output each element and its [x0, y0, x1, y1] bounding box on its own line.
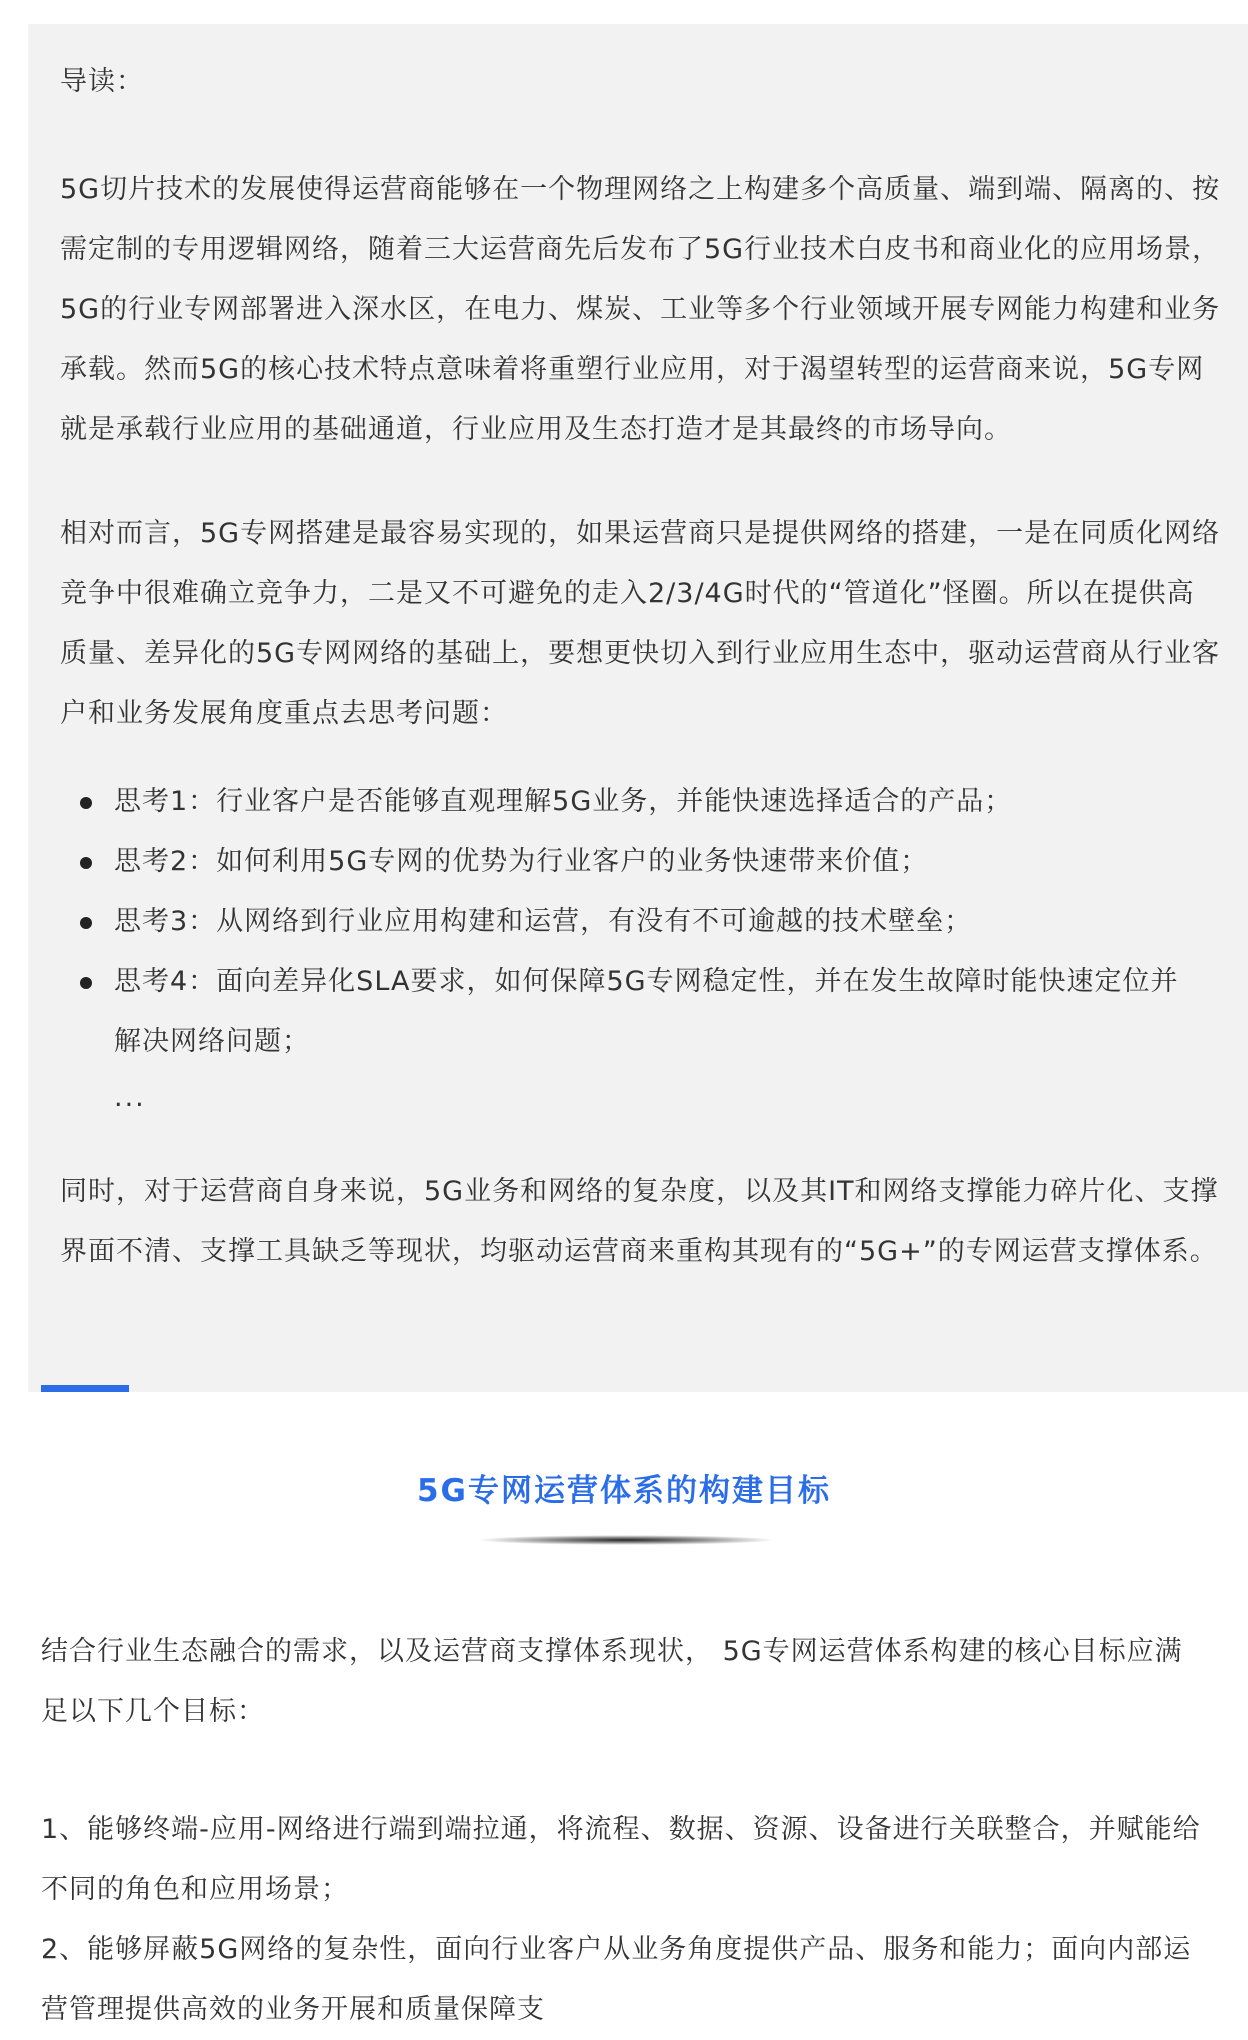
- body-p1-line1: 结合行业生态融合的需求，以及运营商支撑体系现状， 5G专网运营体系构建的核心目标应满: [41, 1636, 1183, 1667]
- body-item1-line1: 1、能够终端-应用-网络进行端到端拉通，将流程、数据、资源、设备进行关联整合，并赋能给: [41, 1814, 1201, 1845]
- body-item2-line1: 2、能够屏蔽5G网络的复杂性，面向行业客户从业务角度提供产品、服务和能力；面向内部运: [41, 1934, 1192, 1965]
- list-item: 思考1：行业客户是否能够直观理解5G业务，并能快速选择适合的产品；: [60, 772, 1216, 832]
- list-item: 思考4：面向差异化SLA要求，如何保障5G专网稳定性，并在发生故障时能快速定位并: [60, 952, 1216, 1012]
- intro-p1-line3: 5G的行业专网部署进入深水区，在电力、煤炭、工业等多个行业领域开展专网能力构建和业务: [60, 294, 1221, 325]
- body-item2-line2: 营管理提供高效的业务开展和质量保障支: [41, 1994, 545, 2025]
- intro-p3-line1: 同时，对于运营商自身来说，5G业务和网络的复杂度，以及其IT和网络支撑能力碎片化、支撑: [60, 1176, 1219, 1207]
- accent-bar: [41, 1385, 129, 1392]
- intro-p1-line1: 5G切片技术的发展使得运营商能够在一个物理网络之上构建多个高质量、端到端、隔离的、按: [60, 174, 1221, 205]
- list-item: 思考3：从网络到行业应用构建和运营，有没有不可逾越的技术壁垒；: [60, 892, 1216, 952]
- bullet-dot-icon: [80, 857, 92, 869]
- list-ellipsis: ...: [114, 1082, 146, 1113]
- intro-box: [28, 24, 1248, 1392]
- intro-p3-line2: 界面不清、支撑工具缺乏等现状，均驱动运营商来重构其现有的“5G+”的专网运营支撑体系。: [60, 1236, 1218, 1267]
- body-item1-line2: 不同的角色和应用场景；: [41, 1874, 349, 1905]
- bullet-dot-icon: [80, 797, 92, 809]
- bullet-dot-icon: [80, 917, 92, 929]
- intro-p2-line3: 质量、差异化的5G专网网络的基础上，要想更快切入到行业应用生态中，驱动运营商从行业客: [60, 638, 1221, 669]
- article-body: [41, 1622, 1241, 2040]
- intro-p2-line2: 竞争中很难确立竞争力，二是又不可避免的走入2/3/4G时代的“管道化”怪圈。所以在提供高: [60, 578, 1195, 609]
- title-underline-divider: [476, 1535, 776, 1545]
- intro-p1-line4: 承载。然而5G的核心技术特点意味着将重塑行业应用，对于渴望转型的运营商来说，5G专网: [60, 354, 1205, 385]
- body-p1-line2: 足以下几个目标：: [41, 1696, 265, 1727]
- section-title: 5G专网运营体系的构建目标: [416, 1473, 831, 1509]
- intro-p1-line2: 需定制的专用逻辑网络，随着三大运营商先后发布了5G行业技术白皮书和商业化的应用场景，: [60, 234, 1221, 265]
- intro-label: 导读：: [60, 66, 144, 97]
- list-item: 思考2：如何利用5G专网的优势为行业客户的业务快速带来价值；: [60, 832, 1216, 892]
- intro-p1-line5: 就是承载行业应用的基础通道，行业应用及生态打造才是其最终的市场导向。: [60, 414, 1012, 445]
- bullet-dot-icon: [80, 977, 92, 989]
- question-list: [60, 772, 1216, 1072]
- intro-p2-line1: 相对而言，5G专网搭建是最容易实现的，如果运营商只是提供网络的搭建，一是在同质化网络: [60, 518, 1221, 549]
- list-item-continuation: 解决网络问题；: [114, 1026, 310, 1057]
- intro-p2-line4: 户和业务发展角度重点去思考问题：: [60, 698, 508, 729]
